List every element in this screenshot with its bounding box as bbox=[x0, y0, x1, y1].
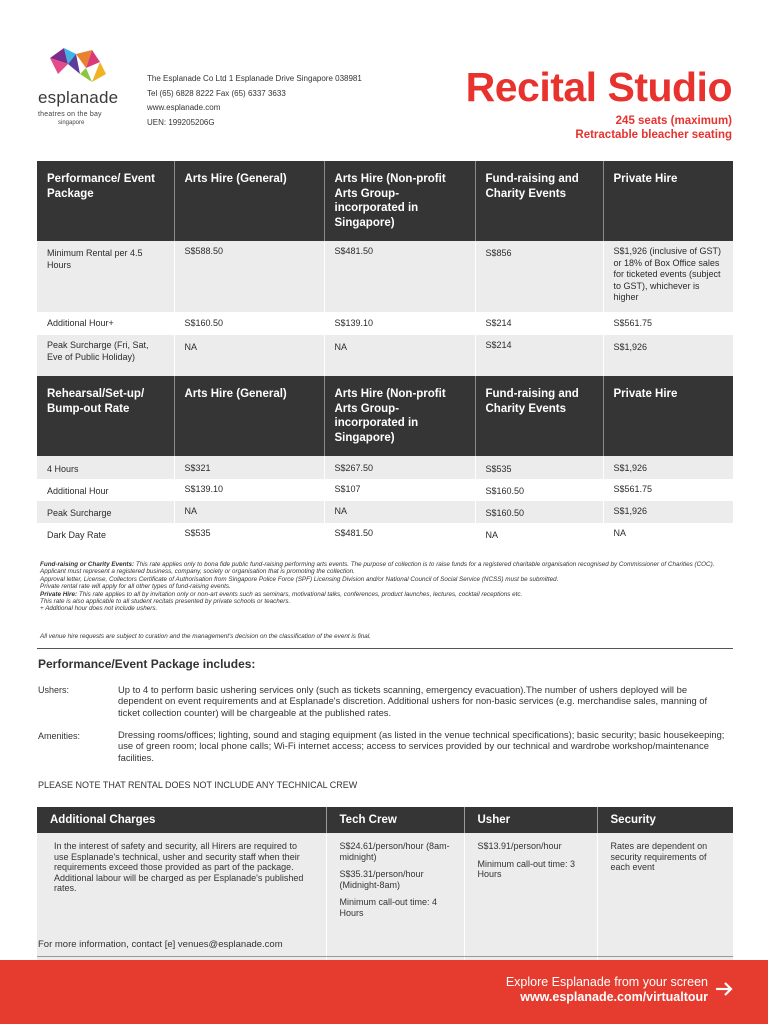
tech-crew-day-rate: S$24.61/person/hour (8am-midnight) bbox=[339, 841, 450, 862]
contact-phone: Tel (65) 6828 8222 Fax (65) 6337 3633 bbox=[147, 88, 286, 98]
table-cell: S$160.50 bbox=[475, 501, 603, 523]
row-label: 4 Hours bbox=[37, 456, 174, 479]
footer-banner[interactable] bbox=[0, 960, 768, 1024]
table-cell: NA bbox=[475, 523, 603, 545]
usher-cell bbox=[464, 833, 597, 960]
table-row bbox=[37, 456, 733, 479]
table-cell: S$481.50 bbox=[324, 241, 475, 312]
row-label: Minimum Rental per 4.5 Hours bbox=[37, 241, 174, 312]
column-header: Private Hire bbox=[603, 376, 733, 456]
venue-capacity bbox=[575, 114, 732, 142]
table-cell: S$1,926 bbox=[603, 456, 733, 479]
table-cell: S$535 bbox=[475, 456, 603, 479]
column-header: Security bbox=[597, 807, 733, 833]
fund-raising-note bbox=[40, 561, 740, 576]
footer-tagline: Explore Esplanade from your screen bbox=[505, 975, 708, 989]
table-row bbox=[37, 523, 733, 545]
table-header-row bbox=[37, 376, 733, 456]
table-cell: NA bbox=[603, 523, 733, 545]
amenities-text: Dressing rooms/offices; lighting, sound and staging equipment (as listed in the venue technical specifications); basic security; basic housekeeping; use of green room; local phone calls; Wi-Fi internet access; access to services provided by our technical and wardrobe workshop/maintenance facilities. bbox=[118, 729, 725, 763]
table-cell: S$321 bbox=[174, 456, 324, 479]
rehearsal-rates-table bbox=[37, 376, 733, 545]
package-includes-title: Performance/Event Package includes: bbox=[38, 657, 256, 671]
brand-name: esplanade bbox=[38, 88, 119, 107]
private-rental-note: Private rental rate will apply for all other types of fund-raising events. bbox=[40, 583, 231, 591]
table-cell: S$267.50 bbox=[324, 456, 475, 479]
column-header: Private Hire bbox=[603, 161, 733, 241]
amenities-label: Amenities: bbox=[38, 731, 81, 741]
ushers-label: Ushers: bbox=[38, 685, 70, 695]
column-header: Arts Hire (General) bbox=[174, 376, 324, 456]
student-note: This rate is also applicable to all student recitals presented by private schools or teachers. bbox=[40, 598, 291, 606]
footnotes bbox=[40, 561, 740, 613]
fund-raising-text: This rate applies only to bona fide public fund-raising performing arts events. The purpose of collection is to raise funds for a registered charitable organisation recognised by Commissioner of Charities (COC). Applicant must represent a registered business, company, society or organisation that is promoting the collection. bbox=[40, 561, 715, 576]
column-header: Fund-raising and Charity Events bbox=[475, 376, 603, 456]
contact-info[interactable]: For more information, contact [e] venues@esplanade.com bbox=[38, 939, 283, 950]
column-header: Arts Hire (Non-profit Arts Group-incorporated in Singapore) bbox=[324, 161, 475, 241]
table-header-row bbox=[37, 161, 733, 241]
table-row bbox=[37, 335, 733, 376]
usher-minimum: Minimum call-out time: 3 Hours bbox=[477, 858, 576, 880]
additional-charges-table bbox=[37, 807, 733, 960]
table-row bbox=[37, 312, 733, 335]
final-note: All venue hire requests are subject to curation and the management's decision on the classification of the event is final. bbox=[40, 633, 371, 640]
column-header: Rehearsal/Set-up/ Bump-out Rate bbox=[37, 376, 174, 456]
table-header-row bbox=[37, 807, 733, 833]
table-cell: NA bbox=[174, 335, 324, 376]
virtual-tour-link[interactable]: www.esplanade.com/virtualtour bbox=[520, 990, 708, 1004]
private-hire-text: This rate applies to all by invitation only or non-art events such as seminars, motivational talks, conferences, product launches, lectures, cocktail receptions etc. bbox=[77, 590, 523, 598]
security-cell bbox=[597, 833, 733, 960]
table-row bbox=[37, 479, 733, 501]
usher-rate: S$13.91/person/hour bbox=[477, 841, 562, 851]
table-cell: S$214 bbox=[475, 312, 603, 335]
private-hire-label: Private Hire: bbox=[40, 590, 78, 598]
table-row bbox=[37, 501, 733, 523]
table-cell: S$481.50 bbox=[324, 523, 475, 545]
performance-rates-table bbox=[37, 161, 733, 376]
tech-crew-minimum: Minimum call-out time: 4 Hours bbox=[339, 897, 438, 918]
contact-website[interactable]: www.esplanade.com bbox=[147, 103, 221, 112]
column-header: Additional Charges bbox=[37, 807, 326, 833]
technical-crew-notice: PLEASE NOTE THAT RENTAL DOES NOT INCLUDE ANY TECHNICAL CREW bbox=[38, 780, 358, 790]
fund-raising-label: Fund-raising or Charity Events: bbox=[40, 561, 135, 568]
table-cell: S$1,926 (inclusive of GST) or 18% of Box Office sales for ticketed events (subject to GST), whichever is higher bbox=[603, 241, 733, 312]
column-header: Tech Crew bbox=[326, 807, 464, 833]
contact-block bbox=[147, 72, 362, 130]
table-cell: S$561.75 bbox=[603, 479, 733, 501]
contact-address: The Esplanade Co Ltd 1 Esplanade Drive Singapore 038981 bbox=[147, 74, 362, 83]
table-cell: S$1,926 bbox=[603, 335, 733, 376]
approval-note: Approval letter, License, Collectors Certificate of Authorisation from Singapore Police Force (SPF) Licensing Division and/or National Council of Social Service (NCSS) must be submitted. bbox=[40, 575, 559, 583]
esplanade-logo bbox=[36, 44, 120, 134]
table-cell: S$535 bbox=[174, 523, 324, 545]
row-label: Peak Surcharge bbox=[37, 501, 174, 523]
contact-uen: UEN: 199205206G bbox=[147, 117, 215, 127]
column-header: Performance/ Event Package bbox=[37, 161, 174, 241]
table-row bbox=[37, 241, 733, 312]
tech-crew-night-rate: S$35.31/person/hour (Midnight-8am) bbox=[339, 869, 424, 890]
table-cell: S$160.50 bbox=[475, 479, 603, 501]
table-cell: S$160.50 bbox=[174, 312, 324, 335]
tech-crew-cell bbox=[326, 833, 464, 960]
column-header: Usher bbox=[464, 807, 597, 833]
row-label: Additional Hour+ bbox=[37, 312, 174, 335]
row-label: Additional Hour bbox=[37, 479, 174, 501]
divider bbox=[37, 956, 733, 957]
table-cell: NA bbox=[174, 501, 324, 523]
private-hire-note bbox=[40, 591, 740, 598]
table-cell: S$856 bbox=[475, 241, 603, 312]
arrow-right-icon[interactable] bbox=[714, 979, 734, 999]
brand-location: singapore bbox=[58, 120, 85, 126]
column-header: Fund-raising and Charity Events bbox=[475, 161, 603, 241]
page-title: Recital Studio bbox=[465, 64, 732, 110]
ushers-note: + Additional hour does not include ushers. bbox=[40, 605, 158, 613]
table-cell: NA bbox=[324, 335, 475, 376]
table-cell: S$214 bbox=[475, 335, 603, 376]
table-cell: S$1,926 bbox=[603, 501, 733, 523]
seat-count: 245 seats (maximum) bbox=[615, 115, 732, 127]
row-label: Peak Surcharge (Fri, Sat, Eve of Public Holiday) bbox=[37, 335, 174, 376]
row-label: Dark Day Rate bbox=[37, 523, 174, 545]
column-header: Arts Hire (General) bbox=[174, 161, 324, 241]
security-rate: Rates are dependent on security requirements of each event bbox=[610, 841, 708, 873]
ushers-text: Up to 4 to perform basic ushering services only (such as tickets scanning, emergency evacuation).The number of ushers deployed will be dependent on event requirements and at Esplanade's discretion. Additional ushers for non-basic services (e.g. merchandise sales, manning of ticket collection counter) will be chargeable at the published rates. bbox=[118, 684, 708, 718]
table-cell: S$588.50 bbox=[174, 241, 324, 312]
brand-tagline: theatres on the bay bbox=[38, 111, 102, 118]
divider bbox=[37, 648, 733, 649]
table-cell: NA bbox=[324, 501, 475, 523]
esplanade-logo-icon bbox=[46, 44, 112, 86]
table-cell: S$139.10 bbox=[324, 312, 475, 335]
table-cell: S$139.10 bbox=[174, 479, 324, 501]
column-header: Arts Hire (Non-profit Arts Group-incorporated in Singapore) bbox=[324, 376, 475, 456]
table-cell: S$561.75 bbox=[603, 312, 733, 335]
seating-type: Retractable bleacher seating bbox=[575, 129, 732, 141]
charges-intro-text: In the interest of safety and security, all Hirers are required to use Esplanade's technical, usher and security staff when their requirements exceed those provided as part of the package. Additional labour will be charged as per Esplanade's published rates. bbox=[54, 841, 304, 894]
table-cell: S$107 bbox=[324, 479, 475, 501]
